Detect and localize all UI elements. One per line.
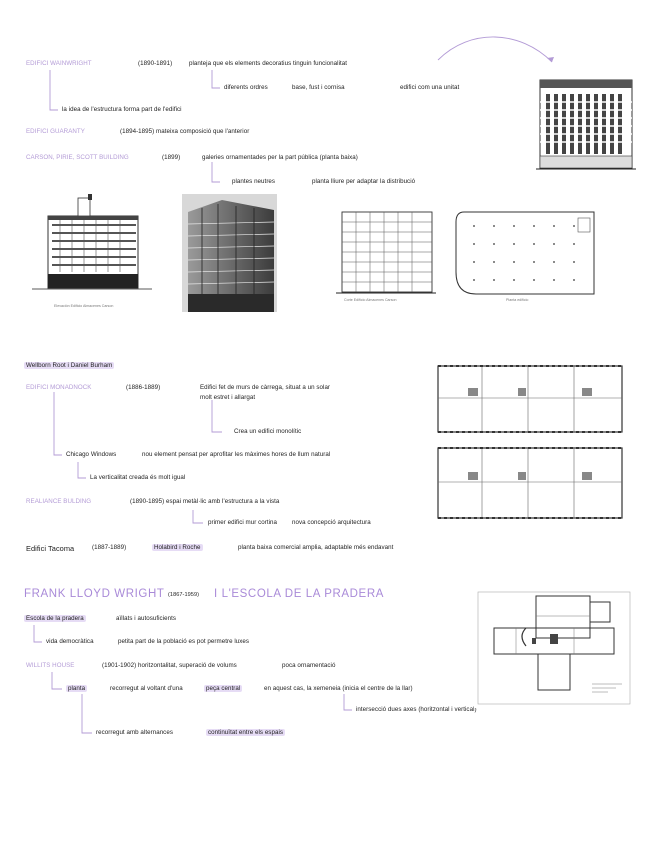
- caption-plan: Planta edificio: [506, 298, 529, 302]
- planta-desc-2: en aquest cas, la xemeneia (inicia el centre de la llar): [264, 685, 413, 692]
- wainwright-elevation-drawing: [536, 74, 636, 174]
- reliance-title: REALIANCE BULDING: [26, 498, 92, 505]
- structure-idea: la idea de l'estructura forma part de l'edifici: [62, 106, 182, 113]
- reliance-desc: (1890-1895) espai metàl·lic amb l'estructura a la vista: [130, 498, 280, 505]
- tacoma-authors: Holabird i Roche: [154, 544, 201, 551]
- orders-label: diferents ordres: [224, 84, 268, 91]
- willits-title: WILLITS HOUSE: [26, 662, 75, 669]
- wainwright-title: EDIFICI WAINWRIGHT: [26, 60, 92, 67]
- carson-elevation-drawing: [30, 192, 155, 302]
- punt-central: peça central: [206, 685, 241, 692]
- escola-desc: aïllats i autosuficients: [116, 615, 177, 622]
- continuitat-label: continuïtat entre els espais: [208, 729, 284, 736]
- orders-result: edifici com una unitat: [400, 84, 460, 91]
- planta-desc: recorregut al voltant d'una: [110, 685, 183, 692]
- guaranty-desc: (1894-1895) mateixa composició que l'anterior: [120, 128, 250, 135]
- verticality-note: La verticalitat creada és molt igual: [90, 474, 186, 481]
- carson-years: (1899): [162, 154, 181, 161]
- orders-parts: base, fust i cornisa: [292, 84, 345, 91]
- reliance-first: primer edifici mur cortina: [208, 519, 278, 526]
- monadnock-desc-1: Edifici fet de murs de càrrega, situat a un solar: [200, 384, 331, 391]
- guaranty-title: EDIFICI GUARANTY: [26, 128, 85, 135]
- caption-elevation: Elevación Edificio Almacenes Carson: [54, 304, 114, 308]
- carson-section-drawing: [336, 206, 436, 304]
- plants-label: plantes neutres: [232, 178, 276, 185]
- carson-plan-drawing: [450, 208, 598, 298]
- carson-building-photo: [182, 194, 277, 312]
- escola-label: Escola de la pradera: [26, 615, 84, 622]
- vida-desc: petita part de la població es pot permetre luxes: [118, 638, 250, 645]
- architects-label: Wellborn Root i Daniel Burham: [26, 362, 113, 369]
- monadnock-years: (1886-1889): [126, 384, 161, 391]
- chicago-windows-label: Chicago Windows: [66, 451, 117, 458]
- planta-label: planta: [68, 685, 86, 692]
- wainwright-desc: planteja que els elements decoratius tinguin funcionalitat: [189, 60, 348, 67]
- monadnock-desc-2: molt estret i allargat: [200, 394, 256, 401]
- tacoma-label: Edifici Tacoma: [26, 544, 75, 553]
- wainwright-years: (1890-1891): [138, 60, 173, 67]
- willits-desc: (1901-1902) horitzontalitat, superació de volums: [102, 662, 237, 669]
- monadnock-title: EDIFICI MONADNOCK: [26, 384, 92, 391]
- chicago-windows-desc: nou element pensat per aprofitar les màximes hores de llum natural: [142, 451, 331, 458]
- carson-title: CARSON, PIRIE, SCOTT BUILDING: [26, 154, 129, 161]
- willits-plan-drawing: [474, 588, 634, 708]
- reliance-new: nova concepció arquitectura: [292, 519, 371, 526]
- caption-section: Corte Edificio Almacenes Carson: [344, 298, 397, 302]
- plants-desc: planta lliure per adaptar la distribució: [312, 178, 416, 185]
- section-title-wright: FRANK LLOYD WRIGHT: [24, 588, 165, 600]
- tacoma-desc: planta baixa comercial amplia, adaptable més endavant: [238, 544, 394, 551]
- section-title-rest: I L'ESCOLA DE LA PRADERA: [214, 588, 384, 600]
- recorregut-label: recorregut amb alternances: [96, 729, 173, 736]
- eixos-note: intersecció dues axes (horitzontal i vertical): [356, 706, 477, 713]
- carson-desc: galeries ornamentades per la part pública (planta baixa): [202, 154, 358, 161]
- monadnock-result: Crea un edifici monolític: [234, 428, 302, 435]
- monadnock-plan-drawing: [432, 362, 628, 528]
- tacoma-years: (1887-1889): [92, 544, 127, 551]
- vida-label: vida democràtica: [46, 638, 94, 645]
- willits-ornament: poca ornamentació: [282, 662, 336, 669]
- wright-years: (1867-1959): [168, 592, 200, 598]
